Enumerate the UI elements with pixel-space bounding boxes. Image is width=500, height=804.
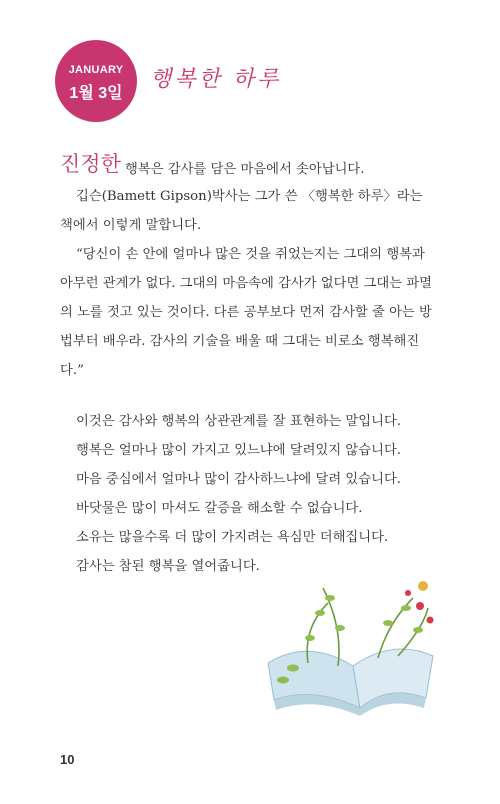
closing-line-4: 바닷물은 많이 마셔도 갈증을 해소할 수 없습니다. — [76, 501, 363, 516]
month-label: JANUARY — [68, 64, 124, 76]
lead-word: 진정한 — [60, 152, 121, 176]
paragraph-1: 깁슨(Bamett Gipson)박사는 그가 쓴 〈행복한 하루〉라는 책에서 이렇게 말합니다. — [60, 189, 423, 233]
closing-line-6: 감사는 참된 행복을 열어줍니다. — [76, 559, 260, 574]
date-badge — [55, 40, 137, 122]
quote-paragraph: “당신이 손 안에 얼마나 많은 것을 쥐었는지는 그대의 행복과 아무런 관계가 없다. 그대의 마음속에 감사가 없다면 그대는 파멸의 노를 젓고 있는 것이다. 다른 공부보다 먼저 감사할 줄 아는 방법부터 배우라. 감사의 기술을 배울 때 그대는 비로소 행복해진다.” — [60, 247, 433, 378]
closing-line-3: 마음 중심에서 얼마나 많이 감사하느냐에 달려 있습니다. — [76, 472, 402, 487]
day-label: 1월 3일 — [69, 85, 123, 102]
closing-line-1: 이것은 감사와 행복의 상관관계를 잘 표현하는 말입니다. — [76, 414, 402, 429]
page-title: 행복한 하루 — [150, 67, 282, 92]
page-number: 10 — [60, 752, 75, 767]
book-plant-illustration — [248, 568, 448, 718]
closing-line-5: 소유는 많을수록 더 많이 가지려는 욕심만 더해집니다. — [76, 530, 389, 545]
closing-line-2: 행복은 얼마나 많이 가지고 있느냐에 달려있지 않습니다. — [76, 443, 402, 458]
lead-sentence: 행복은 감사를 담은 마음에서 솟아납니다. — [125, 162, 365, 177]
